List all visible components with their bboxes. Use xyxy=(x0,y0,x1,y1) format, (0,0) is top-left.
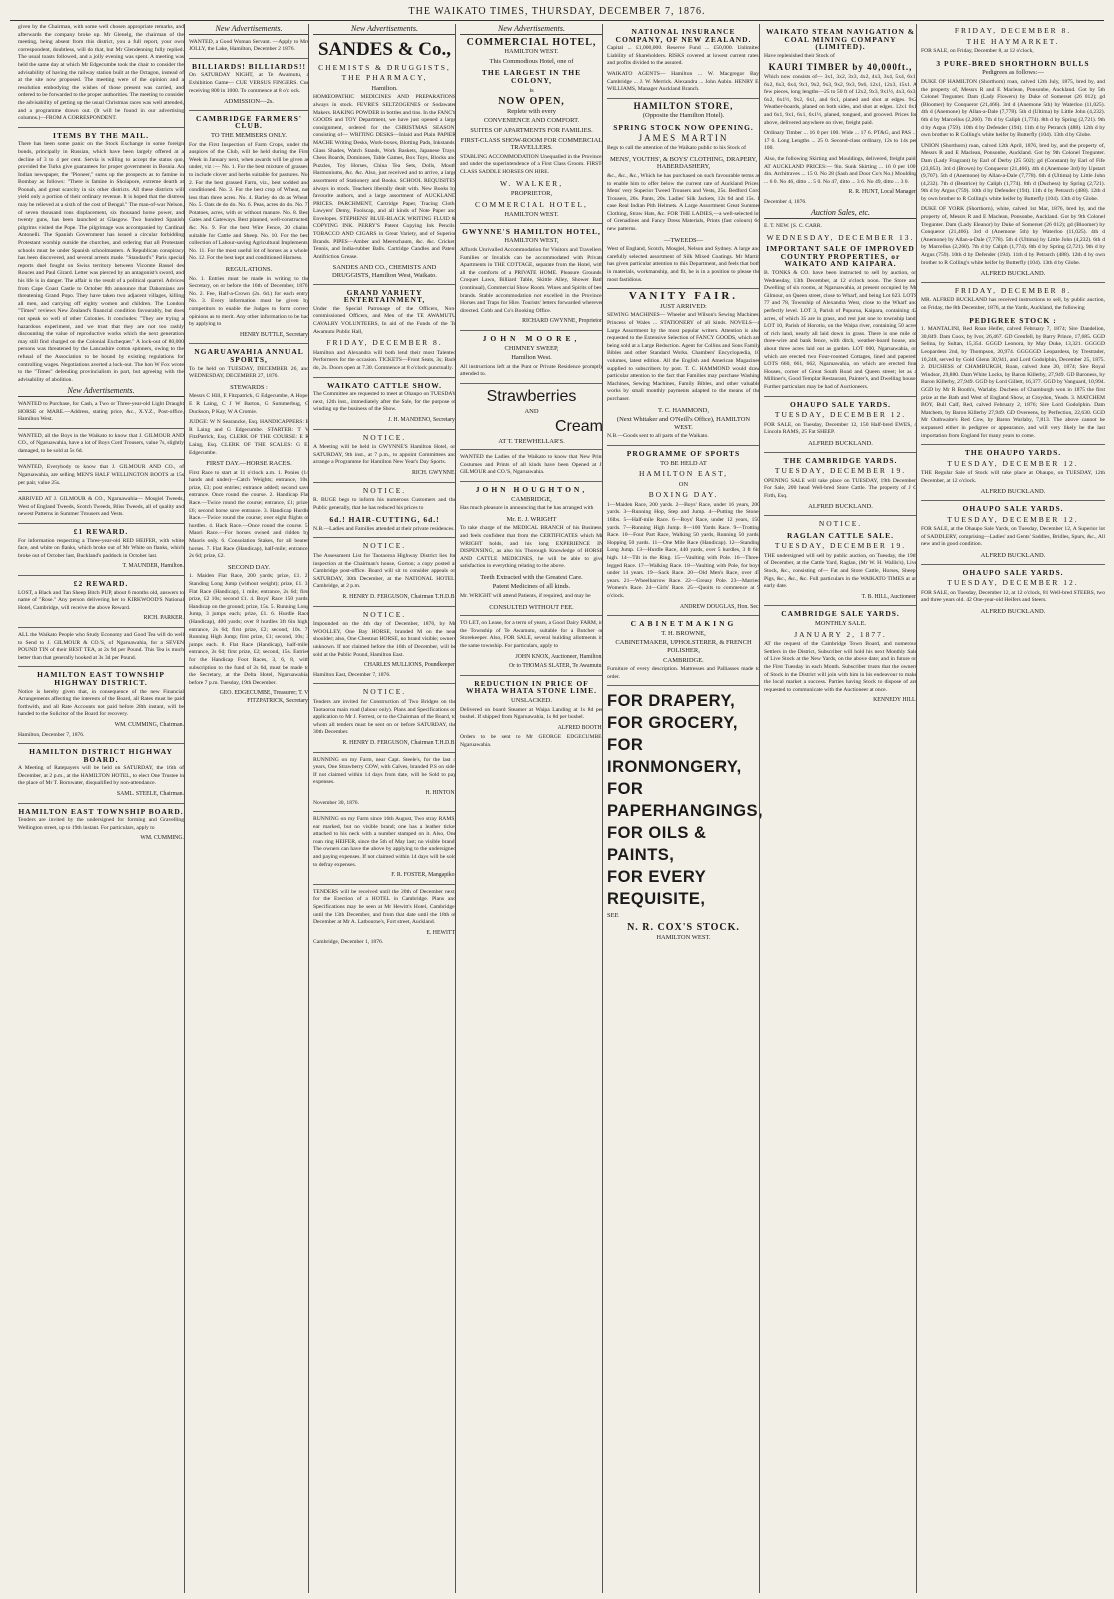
martin-goods: MENS', YOUTHS', & BOYS' CLOTHING, DRAPERY, HABERDASHERY, xyxy=(609,155,758,171)
divider xyxy=(460,330,603,331)
cox-see: SEE xyxy=(607,912,619,920)
regulations-heading: REGULATIONS. xyxy=(225,266,273,274)
programme-subtitle: TO BE HELD AT xyxy=(660,459,707,467)
lime-signature: ALFRED BOOTH. xyxy=(557,724,603,731)
notice-signature: R. HENRY D. FERGUSON, Chairman T.H.D.B. xyxy=(342,739,456,746)
ad-boots: WANTED, Everybody to know that J. GILMOUR AND CO., of Ngaruawahia, are selling MEN'S HALF WELLINGTON BOOTS at 15s per pair, value 25s. xyxy=(18,464,184,486)
raglan-title: RAGLAN CATTLE SALE. xyxy=(786,530,894,540)
notice-text: The Assessment List for Taotaoroa Highway District lies for inspection at the Chairman's house, Gorton; a copy posted at Cambridge post-office. Board will sit to consider appeals on SATURDAY, 30th December, at the NATIONAL HOTEL, Cambridge, at 2 p.m. xyxy=(313,553,456,590)
hotel-text: STABLING ACCOMMODATION Unequalled in the Province, and under the superintendence of a First Class Groom. FIRST-CLASS SADDLE HORSES ON HIRE. xyxy=(460,153,603,175)
divider xyxy=(18,459,184,460)
divider xyxy=(313,482,456,483)
haircut-price: 6d.! HAIR-CUTTING, 6d.! xyxy=(329,515,440,525)
divider xyxy=(607,98,760,99)
martin-title: JAMES MARTIN xyxy=(638,132,729,143)
section-header: New Advertisements. xyxy=(313,25,456,35)
entertainment-date: FRIDAY, DECEMBER 8. xyxy=(326,338,443,348)
cox-name: N. R. COX'S STOCK. xyxy=(627,921,740,933)
column-7 xyxy=(916,24,1109,1593)
monthly-date: JANUARY 2, 1877. xyxy=(794,629,887,639)
ohaupo-signature: ALFRED BUCKLAND. xyxy=(808,439,873,447)
day2-text: 1. Maiden Flat Race, 200 yards; prize, £1. 2. Standing Long Jump (without weight); prize, £1. 3. Flat Race (Handicap), 1 mile; entrance, 2s 6d; first prize, £2 10s; second £1. 4. Boys' Race 150 yards. Handicap on the ground; prize, 15s. 5. Running Long Jump, 3 jumps each; prize, £1. 6. Hurdle Race (Handicap), 400 yards; over 8 hurdles 3ft 6in high; entrance, 2s 6d; first prize, £2; second, 10s. 7. Running High Jump; first prize, £1; second, 10s; 3 jumps each. 8. Flat Race (Handicap), half-mile; entrance, 2s 6d; first prize, £2; second, 15s. Entries for the Handicap Foot Races, 3, 6, 8, with subscription to the fund of 2s 6d, must be made to the Secretary, at the Delta Hotel, Ngaruawahia, before 7 p.m. Tuesday, 19th December. xyxy=(189,573,309,686)
moore-text: All instructions left at the Punt or Private Residence promptly attended to. xyxy=(460,363,603,378)
divider xyxy=(313,606,456,607)
notice-signature: R. HENRY D. FERGUSON, Chairman T.H.D.B. xyxy=(342,594,456,601)
let-ad: TO LET, on Lease, for a term of years, a Good Dairy FARM, in the Township of Te Awamutu, suitable for a Butcher or Storekeeper. Also, FOR SALE, several building allotments in the same township. For particulars, apply to xyxy=(460,620,603,650)
hotel-title: COMMERCIAL HOTEL, xyxy=(466,36,597,48)
programme-signature: ANDREW DOUGLAS, Hon. Sec. xyxy=(679,603,760,610)
navigation-signature: R. R. HUNT, Local Manager. xyxy=(848,189,917,196)
ad-heading: HAMILTON EAST TOWNSHIP HIGHWAY DISTRICT. xyxy=(37,670,165,687)
ohaupo-signature: ALFRED BUCKLAND. xyxy=(980,488,1046,496)
pedigree-stock-list: 1. MANTALINI, Red Roan Heifer, calved February 7, 1874; Sire Dandelion, 30,849. Dam Coox, by Ivor, 26,467. GD Grenfell, by Barry Prince, 17,685. GGD Selina, by Sultan, 15,354. GGGD Leonora, by May Duke, 13,321. GGGGD Leopardess 2nd, by Thompson, 20,974. GGGGGD Leopardess, by Trestrader, 10,248, served by Gold Glenn 30,941, and Lord Godolphin, December 25, 1875. 2. DUCHESS of CHAMBURGH, Roan, calved June 20, 1874; Sire Royal Windsor, 29,880. Dam White Locks, by Baron Killerby, 27,949. GD Baroness, by Baron Killerby, 27,949. GGD by Lord Gillett, 16,377. GGD by Vanguard, 10,994. GGD by Mr R Booth's, Warlaby. Duchess of Chamburgh won in 1875 the first prize at the Bath and West of England Show, at Croydon, Yeads. 3. MATCHEM BOY, Bull Calf, Red, calved February 2, 1876; Sire Lord Godolphin. Dam Matchem, by Baron Killerby 27,949. GD Overeens, by Perfection, 22,630. GGD Mr Outhwaite's Red Cow, by Baron Warlaby, 7,813. The above cannot be surpassed either in pedigree or appearance, and will very likely be the last importation from England for many years to come. xyxy=(921,326,1105,439)
hotel-text: FIRST-CLASS SHOW-ROOM FOR COMMERCIAL TRAVELLERS. xyxy=(460,136,603,152)
reward-text: LOST, a Black and Tan Sheep Bitch PUP, about 6 months old, answers to name of "Rose." Any person delivering her to KIRKWOOD'S National Hotel, Cambridge, will receive the above Reward. xyxy=(18,589,184,611)
kauri-timber: KAURI TIMBER by 40,000ft., xyxy=(768,62,913,73)
houghton-text: Mr. WRIGHT will attend Patients, if required, and may be xyxy=(460,593,591,600)
divider xyxy=(313,377,456,378)
cattle-show-heading: WAIKATO CATTLE SHOW. xyxy=(327,380,442,390)
pedigree-entry: UNION (Shorthorn) roan, calved 12th April, 1876, bred by, and the property of, Messrs R and E Maclean, Ponsonbe, Auckland. Got by 9th Colonel Tregunter. Dam (Lady Fragrant) by Earl of Derby (25 502); gd (Constant) by Earl of Fife (23,853). 3rd d (Brown) by Conqueror (21,466). 4th d (Anemone 3rd) by Upstart (9,707). 5th d (Anemone) by Allan-a-Dale (7,778). 6th d (Ultima) by Little John (4,232). 7th d (Beatrice) by Caliph (1,774). 8th d (Duchess) by Spring (2,721). 9th d by Argus (759). 10th d by Defender (194). 11th d by Petrarch (488). 12th d by own brother to R Colling's white heifer by Butterfly (104). 13th d by Globe. xyxy=(921,142,1105,202)
hotel-open: NOW OPEN, xyxy=(498,96,565,108)
divider xyxy=(764,452,917,453)
ohaupo-date: TUESDAY, DECEMBER 12. xyxy=(947,578,1079,588)
divider xyxy=(313,537,456,538)
monthly-text: AT the request of the Cambridge Town Board, and numerous Settlers in the District, Subscriber will hold his next Monthly Sale of Live Stock at the New Yards, on the above date; and in future on the First Tuesday in each Month. Subscriber trusts that the owners of Stock in the District will join with him in his endeavour to make the local market a success. Parties having Stock to dispose of are requested to communicate with the Auctioneer at once. xyxy=(764,641,917,693)
divider xyxy=(460,449,603,450)
article-intro: given by the Chairman, with some well chosen appropriate remarks, and afterwards the company broke up. Mr Glenelg, the chairman of the meeting, being absent from this district, you a full report, your own correspondent, doubtless, will do that, but Mr Glendenning fully replied. The usual toasts followed, and a jolly evening was spent. A meeting was held the same day at which Mr Edgecumbe took the chair to consider the advisability of having the railway station built at the Octagon, instead of at the site now proposed. The meeting were of the opinion and a resolution embodying the wishes of those present was carried, and ordered to be forwarded to the proper authorities. The meeting to consider the advisability of getting up the usual Christmas races was well attended, and a programme drawn out. (It will be found in our advertising columns.)—FROM A CORRESPONDENT. xyxy=(18,24,184,122)
mail-article: There has been some panic on the Stock Exchange in some foreign bonds, principally in Russian, which have been largely offered at a decline of 3 to 4 per cent. Servia is willing to accept the status quo, provided the Turks give guarantees for proper government in Bosnia. An Indian newspaper, the "Pioneer," sums up the prospects as to famine in Bombay as follows: "There is famine in Sholapore, extreme dearth at Poonah, and great scarcity in six other districts. All these districts will yield only a portion of their ordinary revenue. It is hoped that the distress may be relieved at a sixth of the cost of Bengal." The man-of-war Nelson, of seven thousand tons displacement, six thousand horse power, and twenty guns, has been launched at Glasgow. Two hundred Spanish pilgrims visited the Pope. The pilgrimage was accompanied by Cardinal Antonelli. The Spanish Government has issued a circular forbidding Protestant worship outside the churches, and ordering that all Protestant schools must be under Spanish schoolmasters. A Republican conspiracy has been discovered, and several arrests made. "Standard's" Paris special reports duel fought on Swiss territory between Vicomte Bassel des Rouces and Paul Girard. Letter was pierced by an antagonist's sword, and his life is in danger. The affair is the result of a political quarrel. Advices from Cape Coast Castle to October 8th announce that Dahomians are threatening Grand Popo. They have taken two adjacent villages, killing all men, and carrying off eighty women and children. The London "Times" reviews New Zealand's financial condition favourably, but does not speak so well of other Colonies. It concludes: "They are trying a hazardous experiment, and we trust that they are not too rashly discounting the value of reproductive works which the next generation may still find charged on the Colonial Exchequer." A lock-out of 80,000 persons was threatened by the Lancashire cotton spinners, owing to the refusal of the Association to be bound by existing regulations for controlling wages. Negotiations averted a lock-out. The hon W Fox wrote to the "Times" defending provincialism in part, but agreeing with the advisability of abolition. xyxy=(18,141,184,383)
divider xyxy=(189,58,309,59)
ohaupo-title: OHAUPO SALE YARDS. xyxy=(789,399,891,409)
cabinet-place: CAMBRIDGE. xyxy=(663,656,704,664)
vanity-subtitle: JUST ARRIVED: xyxy=(660,302,707,310)
raglan-date: TUESDAY, DECEMBER 19. xyxy=(774,541,907,551)
ad-heading: HAMILTON EAST TOWNSHIP BOARD. xyxy=(18,806,184,816)
divider xyxy=(921,564,1105,565)
divider xyxy=(921,282,1105,283)
ohaupo-date: TUESDAY, DECEMBER 12. xyxy=(774,410,907,420)
houghton-text: Patent Medicines of all kinds. xyxy=(492,583,571,591)
notice-text: Tenders are invited for Construction of Two Bridges on the Taotaoroa main road (labour only). Plans and Specifications on application to Mr J. Forrest, or to the Chairman of the Board, to whom all tenders must be sent on or before SATURDAY, the 30th December. xyxy=(313,698,456,736)
insurance-agents: WAIKATO AGENTS— Hamilton ... W. Macgregor Bay. Cambridge ... J. W. Merrick. Alexandra ... John Aubin. HENRY E. WILLIAMS, Manager Auckland Branch. xyxy=(607,70,760,93)
hotel-text: This Commodious Hotel, one of xyxy=(489,57,574,65)
ohaupo-date: TUESDAY, DECEMBER 12. xyxy=(947,514,1079,524)
divider xyxy=(313,429,456,430)
divider xyxy=(18,428,184,429)
let-signature: Or to THOMAS SLATER, Te Awamutu. xyxy=(508,663,603,670)
ohaupo-date: TUESDAY, DECEMBER 12. xyxy=(947,458,1079,468)
cabinet-title: CABINETMAKING xyxy=(630,619,737,629)
notice-heading: NOTICE. xyxy=(362,609,407,619)
cambridge-yards-date: TUESDAY, DECEMBER 19. xyxy=(774,466,907,476)
masthead: THE WAIKATO TIMES, THURSDAY, DECEMBER 7, 1876. xyxy=(408,6,706,17)
ad-text: Tenders are invited by the undersigned for forming and Gravelling Wellington street, up to 19th instant. For particulars, apply to xyxy=(18,817,184,831)
notice-signature: RICH. GWYNNE. xyxy=(412,469,456,476)
lime-text: Delivered on board Steamer at Waipa Landing at 1s 8d per bushel. If shipped from Ngaruawahia, 1s 8d per bushel. xyxy=(460,706,603,721)
running-signature: H. HINTON. xyxy=(425,789,456,796)
navigation-text: Which now consists of— 3x1, 3x2, 3x3, 4x2, 4x3, 3x4, 5x4, 6x1, 6x2, 6x3, 6x4, 9x1, 9x2, 9x3, 9x2, 9x3, 9x6, 12x1, 12x3, 15x1. A few pieces, long lengths—25 to 50 ft of 12x2, 9x3, 9x1½, 4x3, 6x3, 6x2, 6x1½, 9x2, 6x1, and 6x1, planed and shot at edges. 9x2 Weather-boards, planed on both sides, and shot at edges. 12x1 6x1 and 6x1, 9x1, 6x1, 6x1½, planed, tongued, and grooved. Prices for above, delivered anywhere on river, freight paid. xyxy=(764,73,917,126)
store-open: SPRING STOCK NOW OPENING. xyxy=(613,122,754,132)
tender-notice: TENDERS will be received until the 20th of December next, for the Erection of a HOTEL in Cambridge. Plans and Specifications may be seen at Mr Hewitt's Hotel, Cambridge, until the 13th December, and from that date until the 18th of December at Mr A. Latbourne's, Fort street, Auckland. xyxy=(313,888,456,926)
notice-text: R. BUGE begs to inform his numerous Customers and the Public generally, that he has reduced his prices to xyxy=(313,497,456,511)
sports-dates: To be held on TUESDAY, DECEMBER 26, and WEDNESDAY, DECEMBER 27, 1876. xyxy=(189,365,309,380)
programme-list: 1—Maiden Race, 200 yards. 2—Boys' Race, under 16 years, 200 yards. 3—Running Hop, Step and Jump. 4—Putting the Stone, 16lbs. 5—Half-mile Race. 6—Boys' Race, under 12 years, 150 yards. 7—Running High Jump. 8—100 Yards Race. 9—Trotting Race. 10—Four Part Race, Walking 50 yards, Running 50 yards, Hopping 50 yards. 11—One Mile Race (Handicap). 12—Standing Long Jump. 13—Hurdle Race, 440 yards, over 5 hurdles, 3 ft 6in high. 14—Tilt in the Ring. 15—Vaulting with Pole. 16—Three-legged Race. 17—Walking Race. 18—Vaulting with Pole, for boys under 14 years. 19—Sack Race. 20—Old Men's Race, over 45 years. 21—Wheelbarrow Race. 22—Greasy Pole. 23—Married Women's Race. 24—Girls' Race. 25—Quoits to commence at 9 o'clock. xyxy=(607,501,760,599)
sandes-text: HOMŒOPATHIC MEDICINES AND PREPARATIONS always in stock. FEVRE'S SELTZOGENES or Sodawater Makers. BAKING POWDER in bottles and tins. In the FANCY GOODS and TOY Department, we have just opened a large consignment, ordered for the CHRISTMAS SEASON, consisting of— WRITING DESKS—Inlaid and Plain PAPIER MACHE Writing Desks, Work-boxes, Blotting Pads, Inkstands, Glass Shades, Watch Stands, Work Baskets, Japanese Trays, Chess Boards, Dominoes, Table Games, Box Toys, Blocks and Puzzles, Toy Horses, China Tea Sets, Dolls, Mouth Harmoniums, &c. &c. Also, just received and to arrive, a large assortment of Stationery and Books. SCHOOL REQUISITES always in stock. Teachers liberally dealt with. New Books by favourite authors, and a large assortment of AUCKLAND PRICES. PARCHMENT, Cartridge Paper, Tracing Cloth, Lawyers' Demy, Foolscap, and all kinds of Note Paper and Envelopes. STEPHENS' BLUE-BLACK WRITING FLUID & COPYING INK. PERRY'S Patent Copying Ink Pencils. TOBACCO AND CIGARS in Great Variety, and of Superior Brands. PIPES—Amber and Meerschaum, &c. &c. Cricket, Tennis, and India-rubber Balls. Cartridge Candles and Patent Antifriction Grease. xyxy=(313,94,456,260)
reward-signature: T. MAUNDER, Hamilton. xyxy=(122,563,184,570)
cabinet-name: T. H. BROWNE, xyxy=(661,629,706,637)
day1-heading: FIRST DAY.—HORSE RACES. xyxy=(206,460,292,468)
ladies-ad: WANTED the Ladies of the Waikato to know that New Print Costumes and Prints of all kinds have been Opened at J. GILMOUR and CO.'S, Ngaruawahia. xyxy=(460,454,603,476)
navigation-prices: Ordinary Timber ... 16 0 per 100. Wide ... 17 6. PT&G, and PAS ... 17 6. Long Lengths ... 25 0. Second-class ordinary, 12s to 14s per 100. xyxy=(764,130,917,152)
hotel-signature: PROPRIETOR, xyxy=(510,190,553,198)
column-5 xyxy=(602,24,764,1593)
cox-line: FOR PAPERHANGINGS, xyxy=(607,780,764,821)
houghton-text: Has much pleasure in announcing that he has arranged with xyxy=(460,505,594,512)
club-text: For the First Inspection of Farm Crops, under the auspices of the Club, will be held during the First Week in January next, when awards will be given as under, viz :— No. 1. For the best mixture of grasses, to include clover and herbs suitable for pastures. No. 2. For the best grassed Farm, viz., best sodded and conditioned. No. 3. For the best crop of Wheat, not less than three acres. No. 4. Barley do do as Wheat. No. 5. Oats de do do. No. 6. Peas, acres do do. No. 7. Potatoes, acres, with or without manure. No. 8. Best Gates and Gateways. Best planned, well-constructed, &c. No. 9. For the best Wire Fence, 20 chains, suitable for Cattle and Sheep. No. 10. For the best collection of Labour-saving Agricultural Implements. No. 11. For the most useful lot of horses as a whole. No. 12. For the best kept and conditioned Harness. xyxy=(189,141,309,262)
ad-boys-trousers: WANTED, all the Boys in the Waikato to know that J. GILMOUR AND CO., of Ngaruawahia, have a lot of Boys Cord Trousers, value 7s, slightly damaged, to be sold at 5s 6d. xyxy=(18,432,184,454)
houghton-title: JOHN HOUGHTON, xyxy=(475,484,588,494)
cox-line: FOR DRAPERY, xyxy=(607,692,736,711)
notice-heading: NOTICE. xyxy=(362,687,407,697)
houghton-text: Teeth Extracted with the Greatest Care. xyxy=(480,573,583,581)
pedigree-entry: DUKE OF YORK (Shorthorn), white, calved 1st Mar, 1876, bred by, and the property of, Messrs R and E Maclean, Ponsonbe, Auckland. Got by 9th Colonel Tregunter. Dam (Lady Eleanor) by Duke of Somerset (26 012); gd (Bloomer) by Conqueror (21,466). 3rd d (Anemone 5th) by Waterloo (11,025). 4th d (Anemone) by Allan-a-Dale (7,778). 5th d (Ultima) by Little John (4,232). 6th d by Marcellus (2,260). 7th d by Caliph (1,774). 8th d by Spring (2,721). 9th d by Argus (759). 10th d by Defender (194). 11th d by Petrarch (488). 12th d by own brother to R Colling's white heifer by Butterfly (104). 13th d by Globe. xyxy=(921,206,1105,266)
gwynne-title: GWYNNE'S HAMILTON HOTEL, xyxy=(462,226,601,236)
sandes-subtitle-2: THE PHARMACY, xyxy=(341,73,428,83)
divider xyxy=(460,223,603,224)
divider xyxy=(18,523,184,524)
houghton-name: Mr. E. J. WRIGHT xyxy=(506,515,557,523)
divider xyxy=(921,444,1105,445)
sandes-subtitle: CHEMISTS & DRUGGISTS, xyxy=(318,62,451,72)
lime-subtitle: UNSLACKED. xyxy=(511,697,552,704)
ohaupo-text: THE Regular Sale of Stock will take place at Ohaupo, on TUESDAY, 12th December, at 12 o'clock. xyxy=(921,470,1105,484)
strawberries-seller: AT T. TREWHELLAR'S. xyxy=(498,437,565,445)
navigation-date: December 4, 1876. xyxy=(764,198,807,205)
raglan-signature: T. B. HILL, Auctioneer. xyxy=(861,593,917,600)
stewards-text: Messrs C Hill, E Fitzpatrick, G Edgecumbe, A Hope, E R Laing, C J W Barton, G Summerbug, G Duckson, P Kay, W A Cromie. xyxy=(189,393,309,415)
auction-credits: E. T. NEW. [S. C. CARR. xyxy=(764,223,822,230)
auction-date: WEDNESDAY, DECEMBER 13. xyxy=(766,232,915,242)
divider xyxy=(607,288,760,289)
masthead-rule xyxy=(10,20,1104,21)
hotel-signature: COMMERCIAL HOTEL, xyxy=(475,199,588,209)
gwynne-place: HAMILTON WEST, xyxy=(504,237,559,245)
sale-date: FRIDAY, DECEMBER 8. xyxy=(954,26,1072,35)
cattle-show-text: The Committee are requested to meet at Ohaupo on TUESDAY next, 12th inst., immediately after the Sale, for the purpose of winding up the business of the Show. xyxy=(313,391,456,413)
cambridge-yards-signature: ALFRED BUCKLAND. xyxy=(808,503,873,511)
divider xyxy=(18,803,184,804)
hotel-signature: HAMILTON WEST. xyxy=(504,211,559,219)
moore-title: JOHN MOORE, xyxy=(482,334,581,343)
entertainment-heading: GRAND VARIETY ENTERTAINMENT, xyxy=(343,287,426,305)
ad-signature: WM. CUMMING. xyxy=(140,835,184,842)
divider xyxy=(18,575,184,576)
divider xyxy=(18,491,184,492)
cabinet-subtitle: CABINETMAKER, UPHOLSTERER, & FRENCH POLISHER, xyxy=(615,639,752,654)
day1-text: First Race to start at 11 o'clock a.m. 1. Ponies (14 hands and under)—Catch Weights; entrance, 10s; prize, £3; post entries; entrance added; second save entrance. Once round the course. 2. Handicap Flat Race.—Twice round the course; entrance, £1; prize, £6; second horse save entrance. 3. Handicap Hurdle Race.—Twice round the course; over eight flights of hurdles. 4. Hack Race.—Once round the course. 5. Maori Race.—For horses owned and ridden by Maoris only. 6. Consolation Stakes, for all beaten horses. 7. Flat Race (Handicap), half-mile; entrance, 2s 6d; prize, £2. xyxy=(189,469,309,560)
lime-title: REDUCTION IN PRICE OF WHATA WHATA STONE LIME. xyxy=(466,678,597,696)
notice-text: A Meeting will be held in GWYNNE'S Hamilton Hotel, on SATURDAY, 9th inst., at 7 p.m., to appoint Committees and arrange a Programme for Hamilton New Year's Day Sports. xyxy=(313,444,456,466)
running-date: November 30, 1876. xyxy=(313,799,359,806)
reward-heading: £1 REWARD. xyxy=(73,527,129,537)
divider xyxy=(18,127,184,128)
reward-text: For information respecting a Three-year-old RED HEIFER, with white face, and white on flanks, which broke out of Mr White on flanks, which broke out of October last, Buckland's paddock in October last. xyxy=(18,537,184,559)
divider xyxy=(607,685,760,686)
club-heading: CAMBRIDGE FARMERS' CLUB. xyxy=(196,113,302,131)
ad-heading: BILLIARDS! BILLIARDS!! xyxy=(192,61,306,71)
gwynne-signature: RICHARD GWYNNE, Proprietor. xyxy=(522,318,603,325)
ad-signature: SAML. STEELE, Chairman. xyxy=(116,791,184,798)
sale-date: FRIDAY, DECEMBER 8. xyxy=(954,285,1072,295)
notice-signature: CHARLES MULLIONS, Poundkeeper. xyxy=(363,662,456,669)
divider xyxy=(18,743,184,744)
column-3 xyxy=(308,24,460,1593)
auction-text: B. TONKS & CO. have been instructed to sell by auction, on Wednesday, 13th December, at 12 o'clock noon. The Store and Dwelling of six rooms, at Ngaruawahia, at present occupied by Mr Gilmour, on Queen street, close to Wharf, and being Lot 623. LOTS 77 and 78, Township of Alexandra West, close to the Wharf and perfectly level. LOT 3, Parish of Pupuroa, Kaipara, containing 42 acres, of which 35 are in grass, and rest just one to township land. LOT 10, Parish of Horotiu, on the Waipa river, containing 50 acres of rich land, nearly all laid down in grass. There is one mile of three-wire and bank fence, with ditch, weather-board house, and about three acres laid out as garden. LOT 600, Ngaruawahia, on which are erected two Four-roomed Cottages, lined and papered. LOTS 660, 661, 662, Ngaruawahia, on which are erected four Houses, corner of Great South Road and Queen street; let as a Milliner's, Good Templar Restaurant, Painter's, and Dwelling house. Further particulars may be had of Auctioneers. xyxy=(764,270,917,390)
monthly-signature: KENNEDY HILL. xyxy=(873,697,917,704)
houghton-place: CAMBRIDGE, xyxy=(511,495,552,503)
running-signature: F. R. FOSTER, Mangapiko. xyxy=(391,872,456,879)
monthly-subtitle: MONTHLY SALE. xyxy=(814,620,867,627)
notice-text: Impounded on the 4th day of December, 1876, by Mr WOOLLEY, One Bay HORSE, branded M on the near shoulder; also, One Chestnut HORSE, no brand visible; owners unknown. If not claimed before the 16th of December, will be sold at the Public Pound, Hamilton East. xyxy=(313,621,456,658)
cabinet-text: Furniture of every description. Mattresses and Palliasses made to order. xyxy=(607,666,760,680)
ohaupo-title: OHAUPO SALE YARDS. xyxy=(962,504,1064,514)
cream-title: Cream xyxy=(554,417,603,435)
notice-date: Hamilton East, December 7, 1876. xyxy=(313,671,391,678)
houghton-text: To take charge of the MEDICAL BRANCH of his Business, and feels confident that from the CERTIFICATES which Mr WRIGHT holds, and his long EXPERIENCE IN DISPENSING, as also his Thorough Knowledge of HORSE AND CATTLE MEDICINES, he will be able to give satisfaction in everything relating to the above. xyxy=(460,525,603,570)
reward-heading: £2 REWARD. xyxy=(73,579,129,588)
divider xyxy=(189,343,309,344)
gwynne-text: Affords Unrivalled Accommodation for Visitors and Travellers. Families or Invalids can be accommodated with Private Apartments in THE COTTAGE, separate from the Hotel, with all the comforts of a PRIVATE HOME. Pleasure Grounds, Croquet Lawn, Billiard Table, Skittle Alley, Shower Bath (continual), Commercial Show Room. Wines and Spirits of best brands. Stable accommodation not excelled in the Province. Horses and Traps for Hire. Tourists' letters forwarded wherever directed. Cobb and Co's Booking Office. xyxy=(460,247,603,314)
sports-heading: NGARUAWAHIA ANNUAL SPORTS, xyxy=(194,347,304,364)
programme-title: PROGRAMME OF SPORTS xyxy=(626,448,741,458)
houghton-text: CONSULTED WITHOUT FEE. xyxy=(489,603,574,611)
sports-signature: GEO. EDGECUMBE, Treasurer; T. V. FITZPATRICK, Secretary. xyxy=(219,690,309,704)
cox-line: FOR GROCERY, xyxy=(607,714,738,733)
ohaupo-title: THE OHAUPO YARDS. xyxy=(964,448,1062,458)
cox-line: FOR IRONMONGERY, xyxy=(607,736,742,777)
divider xyxy=(18,627,184,628)
column-6 xyxy=(759,24,921,1593)
divider xyxy=(764,515,917,516)
tweeds-text: West of England, Scotch, Mosgiel, Nelson and Sydney. A large and carefully selected assortment of Silk Mixed Coatings. Mr Martin has given particular attention to this Department, and feels that both in materials, workmanship, and fit, he is in a position to please the most fastidious. xyxy=(607,246,760,283)
entertainment-more: Hamilton and Alexandra will both lend their most Talented Performers for the occasion. TICKETS—Front Seats, 3s; Back do, 2s. Doors open at 7.30. Commence at 8 o'clock punctually. xyxy=(313,349,456,371)
cattle-show-signature: J. H. MANDENO, Secretary. xyxy=(388,416,456,423)
hotel-text: SUITES OF APARTMENTS FOR FAMILIES. xyxy=(470,126,593,134)
vanity-title: VANITY FAIR. xyxy=(628,290,739,303)
ohaupo-title: OHAUPO SALE YARDS. xyxy=(962,567,1064,577)
vanity-text: SEWING MACHINES— Wheeler and Wilson's Sewing Machines. Princess of Wales ... STATIONERY of all kinds. NOVELS—a Large Assortment by the most popular writers. Attention is also requested to the Extensive Selection of FANCY GOODS, which are being sold at a Large Reduction. Agent for Collins and Sons Family Bibles and other Standard Works. Chambers' Encyclopædia, 10 volumes, latest edition. All the English and American Magazines supplied to subscribers by post. T. C. HAMMOND would draw particular attention to the fact that Families may purchase Washing Machines, Sewing Machines, Family Bibles, and other valuable works by small monthly payments adapted to the means of the purchaser. xyxy=(607,312,760,402)
hotel-text: THE LARGEST IN THE COLONY, xyxy=(481,68,582,85)
let-signature: JOHN KNOX, Auctioneer, Hamilton; xyxy=(515,653,603,660)
raglan-notice: NOTICE. xyxy=(818,519,863,529)
regulations-signature: HENRY BUTTLE, Secretary. xyxy=(240,331,309,338)
notice-heading: NOTICE. xyxy=(362,432,407,442)
ad-text: A Meeting of Ratepayers will be held on SATURDAY, the 16th of December, at 2 p.m., at the HAMILTON HOTEL, to elect One Trustee in the place of Mr T. Bornwater, disqualified by non-attendance. xyxy=(18,765,184,787)
ad-text: On SATURDAY NIGHT, at Te Awamutu, a Exhibition Game— CUE VERSUS FINGERS. Cue receiving 800 in 1000. To commence at 8 o'c ock. xyxy=(189,72,309,94)
ad-heading: HAMILTON DISTRICT HIGHWAY BOARD. xyxy=(29,747,173,764)
market-name: THE HAYMARKET. xyxy=(966,36,1060,46)
navigation-title: WAIKATO STEAM NAVIGATION & COAL MINING COMPANY (LIMITED). xyxy=(765,27,915,52)
buckland-text: MR. ALFRED BUCKLAND has received instructions to sell, by public auction, on Friday, the 8th December, 1876, at the Yards, Auckland, the following xyxy=(921,297,1105,311)
divider xyxy=(921,500,1105,501)
programme-place: HAMILTON EAST, xyxy=(638,469,729,479)
pedigree-entry: DUKE OF HAMILTON (Shorthorn) roan, calved 12th July, 1875, bred by, and the property of, Messrs R and E Maclean, Ponsonbe, Auckland. Got by 5th Colonel Tregunter. Dam (Lady Flowers) by Duke of Somerset (26 012); gd (Bloomer) by Conqueror (21,466). 3rd d (Anemone 5th) by Waterloo (11,025). 4th d (Anemone) by Allan-a-Dale (7,778). 5th d (Ultima) by Little John (4,232). 6th d by Marcellus (2,260). 7th d by Caliph (1,774). 8th d by Spring (2,721). 9th d by Argus (759). 10th d by Defender (194). 11th d by Petrarch (488). 12th d by own brother to R Colling's white heifer by Butterfly (104). 13th d by Globe. xyxy=(921,78,1105,139)
regulations-text: No. 1. Entries must be made in writing to the Secretary, on or before the 16th of December, 1876. No. 2. Fee, Half-a-Crown (2s. 6d.) for each entry. No. 3. Every information must be given by competitors to enable the Judges to form correct opinions as to merit. Any other information to be had by applying to xyxy=(189,275,309,328)
ohaupo-text: FOR SALE, on Tuesday, December 12, at 12 o'clock, 81 Well-bred STEERS, two and three years old. 42 One-year-old Heifers and Steers. xyxy=(921,589,1105,604)
section-header: Auction Sales, etc. xyxy=(764,209,917,219)
ad-signature: WM. CUMMING, Chairman. xyxy=(114,721,184,728)
strawberries-and: AND xyxy=(524,407,539,415)
divider xyxy=(313,811,456,812)
divider xyxy=(18,666,184,667)
notice-heading: NOTICE. xyxy=(362,485,407,495)
divider xyxy=(460,615,603,616)
stewards-heading: STEWARDS : xyxy=(230,383,268,391)
section-header: New Advertisements. xyxy=(18,387,184,397)
bulls-text: FOR SALE, on Friday, December 8, at 12 o'clock, xyxy=(921,48,1034,55)
ad-date: Hamilton, December 7, 1876. xyxy=(18,731,85,738)
vanity-signature: (Next Whitaker and O'Neill's Office), HAMILTON WEST. xyxy=(616,416,751,431)
ohaupo-text: FOR SALE, at the Ohaupo Sale Yards, on Tuesday, December 12, A Superior lot of SADDLERY, comprising—Ladies' and Gents' Saddles, Bridles, Spurs, &c., All new and in good condition. xyxy=(921,526,1105,548)
sandes-title: SANDES & Co., xyxy=(317,38,452,60)
lime-more: Orders to be sent to Mr GEORGE EDGECUMBE, Ngaruawahia. xyxy=(460,734,603,748)
monthly-title: CAMBRIDGE SALE YARDS. xyxy=(781,609,900,619)
hotel-signature: W. WALKER, xyxy=(499,178,564,188)
store-subtitle: (Opposite the Hamilton Hotel). xyxy=(642,112,725,120)
insurance-title: NATIONAL INSURANCE COMPANY, OF NEW ZEALAND. xyxy=(615,27,752,44)
moore-place: Hamilton West. xyxy=(511,354,552,362)
column-4 xyxy=(455,24,607,1593)
auction-title: IMPORTANT SALE OF IMPROVED COUNTRY PROPERTIES, or WAIKATO AND KAIPARA. xyxy=(766,244,915,269)
hotel-place: HAMILTON WEST. xyxy=(504,48,559,56)
divider xyxy=(313,752,456,753)
reward-signature: RICH. PARKER. xyxy=(143,615,184,622)
notice-heading: NOTICE. xyxy=(362,541,407,551)
insurance-text: Capital ... £1,000,000. Reserve Fund ... £50,000. Unlimited Liability of Shareholders. RISKS covered at lowest current rates, and profits divided to the assured. xyxy=(607,45,760,67)
sandes-signature: SANDES AND CO., CHEMISTS AND DRUGGISTS, Hamilton West, Waikato. xyxy=(332,264,437,280)
ad-servant: WANTED, a Good Woman Servant. —Apply to Mrs JOLLY, the Lake, Hamilton, December 2 1876. xyxy=(189,38,309,53)
tweeds-heading: —TWEEDS— xyxy=(663,236,704,244)
navigation-text: Also, the following Skirting and Mouldings, delivered, freight paid, AT AUCKLAND PRICES:— 9in. Sunk Skirting ... 16 0 per 100. 4in. Architraves ... 15 0. No 28 (Sash and Door Co's No.) Moulding ... 6 0. No 46, ditto ... 5 0. No 47, ditto ... 3 6. No 49, ditto ... 3 0. xyxy=(764,155,917,185)
mail-heading: ITEMS BY THE MAIL. xyxy=(53,130,149,140)
divider xyxy=(313,884,456,885)
programme-on: ON xyxy=(678,480,689,488)
tender-date: Cambridge, December 1, 1876. xyxy=(313,939,384,946)
cox-line: FOR EVERY REQUISITE, xyxy=(607,868,706,909)
hotel-text: CONVENIENCE AND COMFORT. xyxy=(483,117,580,125)
tender-signature: E. HEWITT. xyxy=(426,929,456,936)
divider xyxy=(607,615,760,616)
moore-subtitle: CHIMNEY SWEEP, xyxy=(504,344,559,352)
sandes-place: Hamilton. xyxy=(371,84,398,92)
ad-tea: ALL the Waikato People who Study Economy and Good Tea will do well to Send to J. GILMOUR & CO.'S, of Ngaruawahia, for a SEVEN POUND TIN of their BEST TEA, at 2s 9d per Pound. This Tea is much better than that generally hooked at 3s 3d per Pound. xyxy=(18,631,184,661)
hotel-text: Replete with every xyxy=(506,107,557,115)
running-notice: RUNNING on my Farm since 16th August, Two stray RAMS; ear marked, but no visible brand; one has a leather ticket attached to his neck with a number stamped on it. Also, One roan ring HEIFER, since the 5th of May last; no visible brand. The owners can have the above by applying to the undersigned and paying expenses. If not claimed within 14 days will be sold to defray expenses. xyxy=(313,816,456,868)
divider xyxy=(460,383,603,384)
divider xyxy=(313,284,456,285)
store-title: HAMILTON STORE, xyxy=(633,100,734,111)
section-header: New Advertisements. xyxy=(460,25,603,35)
ad-horse-wanted: WANTED to Purchase, for Cash, a Two or Three-year-old Light Draught HORSE or MARE.—Address, stating price, &c., X.Y.Z., Post-office, Hamilton West. xyxy=(18,400,184,423)
martin-text: Begs to call the attention of the Waikato public to his Stock of xyxy=(607,145,746,152)
divider xyxy=(313,683,456,684)
ohaupo-signature: ALFRED BUCKLAND. xyxy=(980,552,1046,560)
entertainment-text: Under the Special Patronage of the Officers, Non-commissioned Officers, and Men of the TE AWAMUTU CAVALRY VOLUNTEERS, In aid of the Funds of the Te Awamutu Public Hall, xyxy=(313,305,456,335)
cox-place: HAMILTON WEST. xyxy=(656,933,711,941)
cambridge-yards-title: THE CAMBRIDGE YARDS. xyxy=(783,455,898,465)
cox-line: FOR OILS & PAINTS, xyxy=(607,824,707,865)
ohaupo-signature: ALFRED BUCKLAND. xyxy=(980,608,1046,615)
pedigree-stock-title: PEDIGREE STOCK : xyxy=(969,315,1057,325)
ad-admission: ADMISSION—2s. xyxy=(223,98,275,106)
divider xyxy=(189,110,309,111)
club-subheading: TO THE MEMBERS ONLY. xyxy=(211,131,287,139)
running-notice: RUNNING on my Farm, near Capt. Steele's, for the last 4 years, One Strawberry COW, with Calves, branded P.S on side. If not claimed within 14 days from date, will be Sold to pay expenses. xyxy=(313,756,456,786)
pedigree-signature: ALFRED BUCKLAND. xyxy=(980,270,1046,278)
vanity-signature: T. C. HAMMOND, xyxy=(658,406,709,414)
officials-text: JUDGE: W N Searancke, Esq. HANDICAPPERS: E R Laing and G Edgecumbe. STARTER: T V FitzPatrick, Esq. CLERK OF THE COURSE: E R Laing, Esq. CLERK OF THE SCALES: G E. Edgecumbe. xyxy=(189,419,309,456)
strawberries-title: Strawberries xyxy=(486,387,577,405)
divider xyxy=(460,675,603,676)
ad-text: Notice is hereby given that, in consequence of the new Financial Arrangements affecting the interests of the Board, all Rates must be paid forthwith, and all Rate Accounts not paid before 28th instant, will be handed to the Solicitor of the Board for recovery. xyxy=(18,688,184,718)
notice-text: N.B.—Ladies and Families attended at their private residences. xyxy=(313,525,455,532)
cambridge-yards-text: OPENING SALE will take place on TUESDAY, 19th December, For Sale, 200 head Well-bred Store Cattle. The property of J C Firth, Esq. xyxy=(764,477,917,499)
divider xyxy=(764,396,917,397)
bulls-title: 3 PURE-BRED SHORTHORN BULLS xyxy=(936,58,1090,68)
column-1 xyxy=(14,24,188,1593)
divider xyxy=(460,481,603,482)
ohaupo-text: FOR SALE, on Tuesday, December 12, 150 Half-bred EWES, 4 Lincoln RAMS, 25 Fat SHEEP. xyxy=(764,421,917,436)
divider xyxy=(764,605,917,606)
ad-tweeds: ARRIVED AT J. GILMOUR & CO., Ngaruawahia— Mosgiel Tweeds, West of England Tweeds, Scotch Tweeds, Bliss Tweeds, all of quality and newest Patterns in Summer Trousers and Vests. xyxy=(18,496,184,518)
hotel-text: is xyxy=(529,86,534,94)
navigation-text: Have replenished their Stock of xyxy=(764,52,835,59)
raglan-text: THE undersigned will sell by public auction, on Tuesday, the 19th of December, at the Cattle Yard, Raglan, (Mr W. H. Wallis's), Live Stock, &c., consisting of— Fat and Store Cattle, Horses, Sheep, Pigs, &c., &c., &c. Full particulars in the WAIKATO TIMES at an early date. xyxy=(764,552,917,590)
day2-heading: SECOND DAY. xyxy=(228,563,270,571)
divider xyxy=(607,445,760,446)
column-2 xyxy=(184,24,313,1593)
programme-day: BOXING DAY. xyxy=(648,490,719,500)
pedigree-heading: Pedigrees as follows:— xyxy=(982,69,1044,77)
vanity-nb: N.B.—Goods sent to all parts of the Waikato. xyxy=(607,433,709,440)
section-header: New Advertisements. xyxy=(189,25,309,35)
martin-text: &c., &c., &c., Which he has purchased on such favourable terms as to enable him to offer below the current rate of Auckland Prices. Mens' very Superior Tweed Trousers and Vests, 25s. Bedford Cord Trousers, 20s. Pants, 20s. Ladies' Silk Jackets, 12s 6d and 15s. 1 case Real Indian Pith Helmets. A Large Assortment Great Summer Clothing, Straw Hats, &c. FOR THE LADIES,—a well-selected lot of Grenadines and Fancy Dress Materials, Prints (fast colours) 6d new patterns. xyxy=(607,172,760,233)
